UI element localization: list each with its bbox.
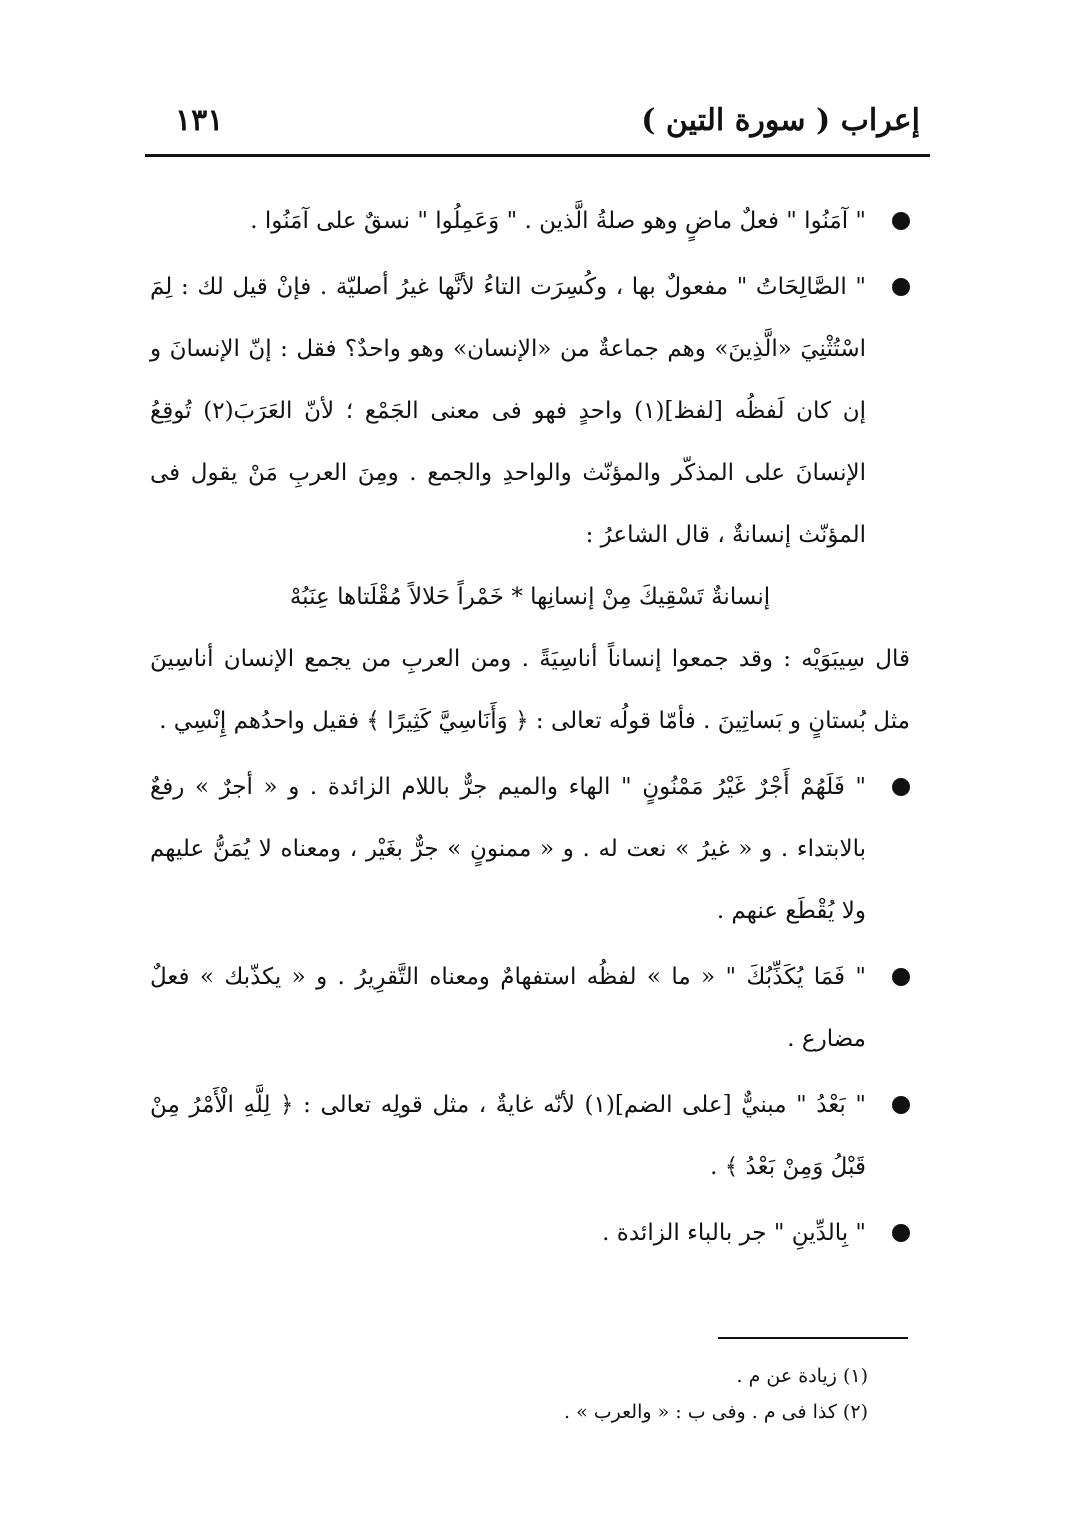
entry-fama-yukadhibuka (150, 946, 910, 1070)
main-text (150, 190, 910, 1264)
entry-text: " فَمَا يُكَذِّبُكَ " « ما » لفظُه استفهامٌ ومعناه التَّقرِيرُ . و « يكذّبك » فعلٌ مضارع . (150, 964, 866, 1052)
entry-assalihat (150, 256, 910, 566)
page-number: ١٣١ (175, 102, 224, 138)
bullet-icon (892, 1224, 910, 1242)
bullet-icon (892, 278, 910, 296)
entry-text: " الصَّالِحَاتُ " مفعولٌ بها ، وكُسِرَت التاءُ لأنَّها غيرُ أصليّة . فإنْ قيل لك : لِمَ اسْتُثْنِيَ «الَّذِينَ» وهم جماعةٌ من «الإنسان» وهو واحدٌ؟ فقل : إنّ الإنسانَ و إن كان لَفظُه [لفظ](١) واحدٍ فهو فى معنى الجَمْع ؛ لأنّ العَرَبَ(٢) تُوقِعُ الإنسانَ على المذكّر والمؤنّث والواحدِ والجمع . ومِنَ العربِ مَنْ يقول فى المؤنّث إنسانةٌ ، قال الشاعرُ : (150, 274, 867, 548)
footnotes (168, 1358, 868, 1430)
header-rule (145, 154, 930, 157)
page-header (145, 92, 930, 148)
bullet-icon (892, 1096, 910, 1114)
entry-badu (150, 1074, 910, 1198)
footnote-1: (١) زيادة عن م . (736, 1365, 868, 1387)
entry-text: " فَلَهُمْ أَجْرٌ غَيْرُ مَمْنُونٍ " الهاء والميم جرٌّ باللام الزائدة . و « أجرٌ » رفعٌ بالابتداء . و « غيرُ » نعت له . و « ممنونٍ » جرٌّ بغَيْر ، ومعناه لا يُمَنُّ عليهم ولا يُقْطَع عنهم . (150, 774, 866, 924)
poetry-verse: إنسانةٌ تَسْقِيكَ مِنْ إنسانِها * خَمْراً حَلالاً مُقْلَتاها عِنَبُهْ (289, 584, 771, 610)
entry-text: " آمَنُوا " فعلٌ ماضٍ وهو صلةُ الَّذين . " وَعَمِلُوا " نسقٌ على آمَنُوا . (250, 208, 866, 234)
bullet-icon (892, 778, 910, 796)
bullet-icon (892, 968, 910, 986)
entry-bid-din (150, 1202, 910, 1264)
entry-amanu (150, 190, 910, 252)
footnote-2: (٢) كذا فى م . وفى ب : « والعرب » . (564, 1401, 868, 1423)
running-title: إعراب ( سورة التين ) (641, 102, 920, 138)
footnote-rule (718, 1337, 908, 1339)
entry-text: " بِالدِّينِ " جر بالباء الزائدة . (602, 1220, 866, 1246)
sibawayh-paragraph: قال سِيبَوَيْه : وقد جمعوا إنساناً أناسِيَةً . ومن العربِ من يجمع الإنسان أناسِينَ مثل بُستانٍ و بَساتِينَ . فأمّا قولُه تعالى : ﴿ وَأَنَاسِيَّ كَثِيرًا ﴾ فقيل واحدُهم إِنْسِي . (150, 646, 910, 734)
entry-falahum-ajr (150, 756, 910, 942)
entry-text: " بَعْدُ " مبنيٌّ [على الضم](١) لأنّه غايةٌ ، مثل قولِه تعالى : ﴿ لِلَّهِ الْأَمْرُ مِنْ قَبْلُ وَمِنْ بَعْدُ ﴾ . (150, 1092, 867, 1180)
bullet-icon (892, 212, 910, 230)
